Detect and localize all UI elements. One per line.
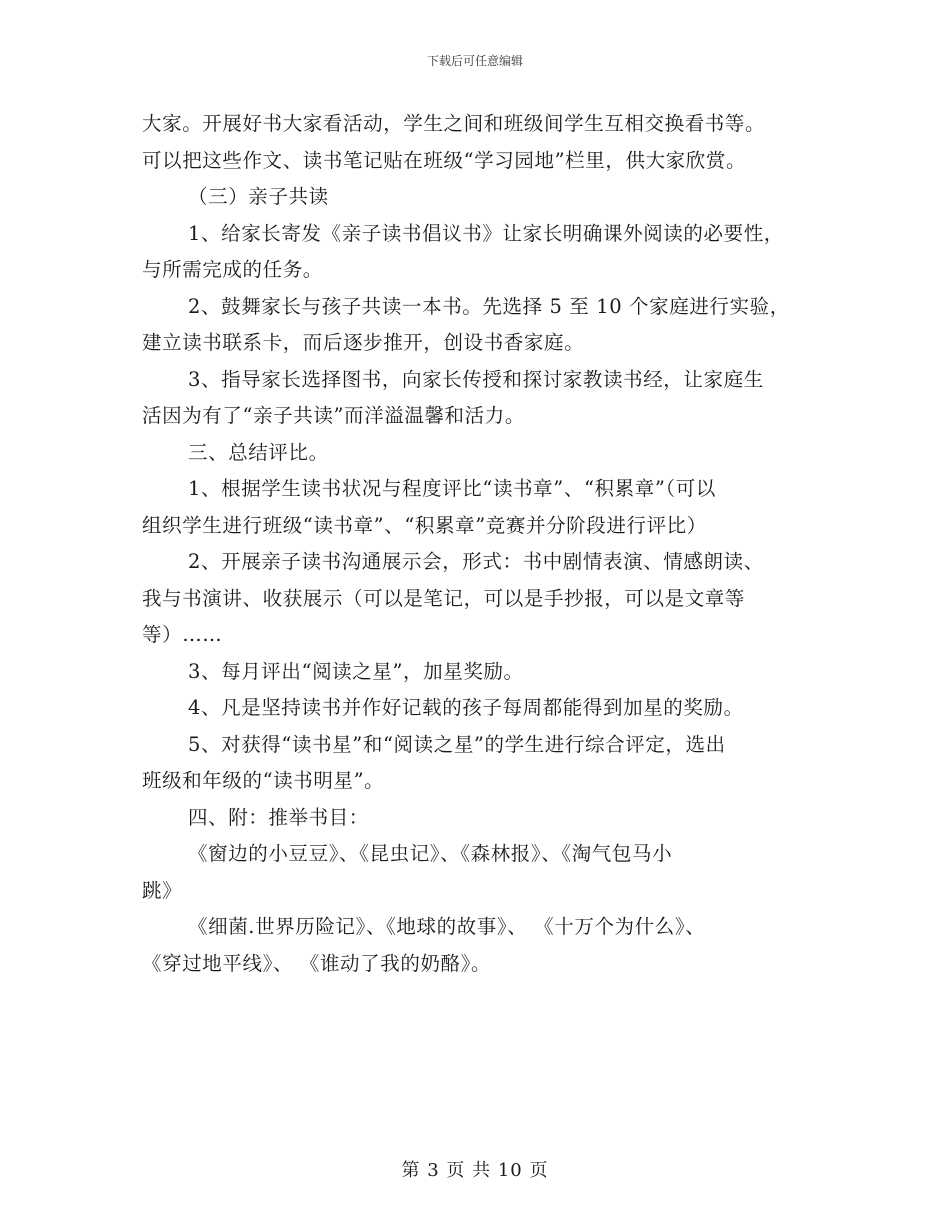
- text-line: 1、给家长寄发《亲子读书倡议书》让家长明确课外阅读的必要性，: [188, 221, 784, 245]
- text-line: 《窗边的小豆豆》、《昆虫记》、《森林报》、《淘气包马小: [188, 842, 673, 865]
- page-header: 下载后可任意编辑: [426, 54, 523, 68]
- text-line: 与所需完成的任务。: [142, 258, 323, 281]
- text-line: 《穿过地平线》、 《谁动了我的奶酪》。: [142, 951, 492, 975]
- text-line: 2、鼓舞家长与孩子共读一本书。先选择 5 至 10 个家庭进行实验，: [188, 294, 790, 318]
- text-line: 5、对获得“读书星”和“阅读之星”的学生进行综合评定，选出: [188, 732, 726, 756]
- text-line: 可以把这些作文、读书笔记贴在班级“学习园地”栏里，供大家欣赏。: [142, 148, 747, 172]
- text-line: 2、开展亲子读书沟通展示会，形式：书中剧情表演、情感朗读、: [188, 550, 764, 573]
- text-line: 我与书演讲、收获展示（可以是笔记，可以是手抄报，可以是文章等: [142, 586, 746, 610]
- text-line: 3、每月评出“阅读之星”，加星奖励。: [188, 659, 524, 683]
- text-line: 《细菌.世界历险记》、《地球的故事》、 《十万个为什么》、: [188, 915, 706, 938]
- text-line: 活因为有了“亲子共读”而洋溢温馨和活力。: [142, 404, 525, 427]
- section-heading: 四、附：推举书目：: [188, 805, 369, 829]
- text-line: 1、根据学生读书状况与程度评比“读书章”、“积累章”（可以: [188, 477, 716, 500]
- text-line: 班级和年级的“读书明星”。: [142, 769, 385, 792]
- section-heading: （三）亲子共读: [188, 185, 329, 208]
- text-line: 跳》: [142, 878, 183, 902]
- text-line: 建立读书联系卡，而后逐步推开，创设书香家庭。: [142, 331, 585, 354]
- text-line: 等）……: [142, 623, 223, 646]
- section-heading: 三、总结评比。: [188, 440, 329, 464]
- page-number-footer: 第 3 页 共 10 页: [401, 1160, 549, 1181]
- text-line: 大家。开展好书大家看活动，学生之间和班级间学生互相交换看书等。: [142, 112, 766, 135]
- text-line: 3、指导家长选择图书，向家长传授和探讨家教读书经，让家庭生: [188, 367, 764, 391]
- text-line: 组织学生进行班级“读书章”、“积累章”竞赛并分阶段进行评比）: [142, 513, 707, 537]
- text-line: 4、凡是坚持读书并作好记载的孩子每周都能得到加星的奖励。: [188, 696, 744, 719]
- document-body: [142, 106, 822, 982]
